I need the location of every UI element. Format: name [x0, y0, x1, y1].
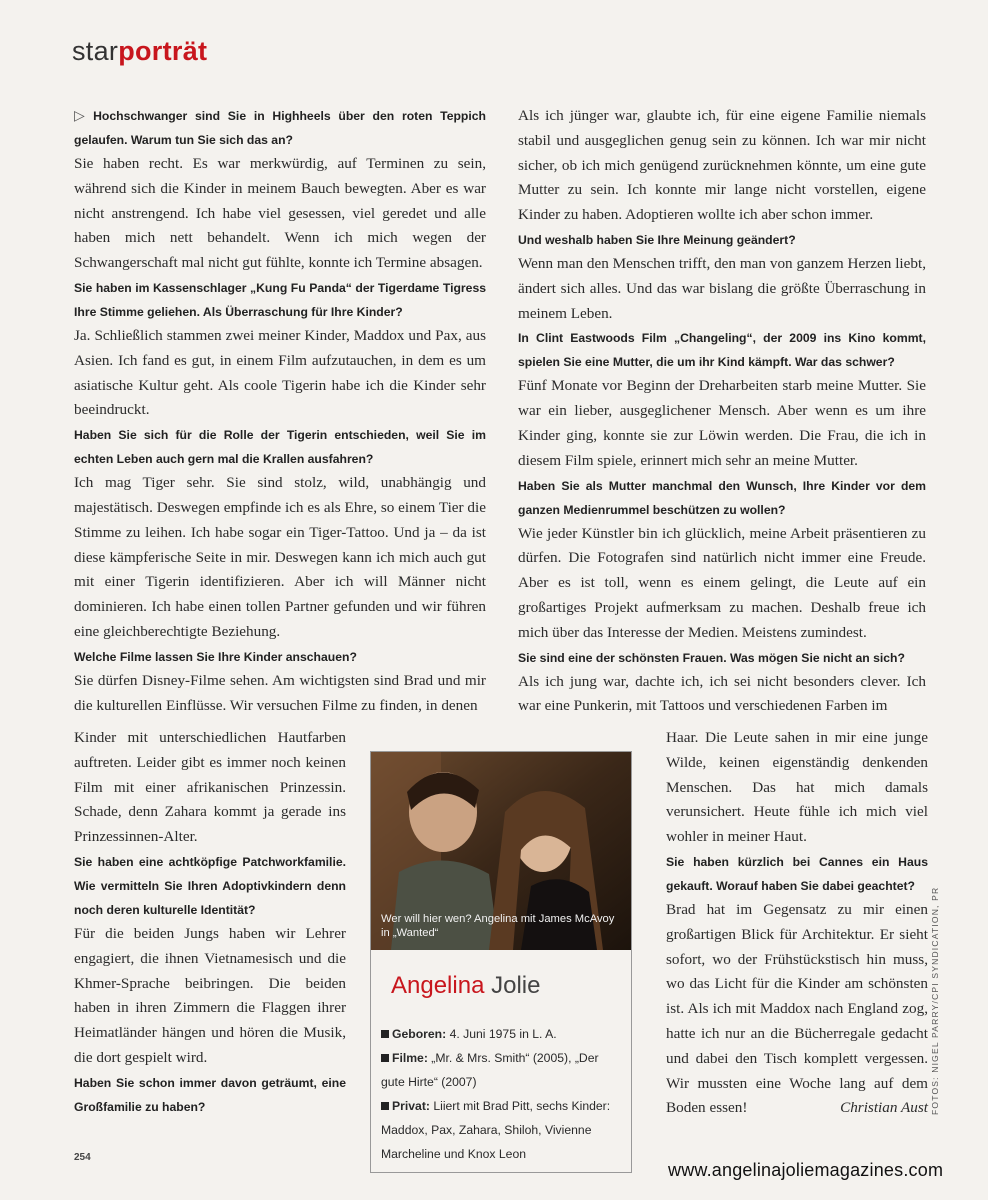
question-10: Sie sind eine der schönsten Frauen. Was mögen Sie nicht an sich?	[518, 650, 905, 665]
movie-still-photo	[371, 752, 631, 950]
question-1: ▷ Hochschwanger sind Sie in Highheels über den roten Teppich gelaufen. Warum tun Sie sich das an?	[74, 108, 486, 147]
answer-7: Wenn man den Menschen trifft, den man von ganzem Herzen liebt, ändert sich alles. Und das war bislang die größte Überraschung in meinem Leben.	[518, 254, 926, 322]
photo-credit: FOTOS: NIGEL PARRY/CPI SYNDICATION, PR	[930, 886, 940, 1115]
right-column	[518, 104, 926, 719]
question-3: Haben Sie sich für die Rolle der Tigerin entschieden, weil Sie im echten Leben auch gern mal die Krallen ausfahren?	[74, 428, 486, 467]
bullet-square-icon	[381, 1102, 389, 1110]
title-portraet: porträt	[118, 36, 208, 66]
question-2: Sie haben im Kassenschlager „Kung Fu Panda“ der Tigerdame Tigress Ihre Stimme geliehen. Als Überraschung für Ihre Kinder?	[74, 280, 486, 319]
bullet-square-icon	[381, 1054, 389, 1062]
answer-9: Wie jeder Künstler bin ich glücklich, meine Arbeit präsentieren zu dürfen. Die Fotografen sind natürlich nicht immer eine Freude. Aber es ist toll, wenn es einem gelingt, die Leute auf ein großartiges Projekt aufmerksam zu machen. Deshalb freue ich mich über das Interesse der Medien. Meistens zumindest.	[518, 524, 926, 641]
fact-private: Privat: Liiert mit Brad Pitt, sechs Kinder: Maddox, Pax, Zahara, Shiloh, Vivienne Marcheline und Knox Leon	[381, 1099, 611, 1161]
bullet-square-icon	[381, 1030, 389, 1038]
profile-name	[391, 972, 540, 1000]
question-8: In Clint Eastwoods Film „Changeling“, der 2009 ins Kino kommt, spielen Sie eine Mutter, die um ihr Kind kämpft. War das schwer?	[518, 331, 926, 370]
left-column	[74, 104, 486, 718]
question-7: Und weshalb haben Sie Ihre Meinung geändert?	[518, 232, 796, 247]
question-5: Sie haben eine achtköpfige Patchworkfamilie. Wie vermitteln Sie Ihren Adoptivkindern denn noch deren kulturelle Identität?	[74, 854, 346, 917]
answer-1: Sie haben recht. Es war merkwürdig, auf Terminen zu sein, während sich die Kinder in meinem Bauch bewegten. Aber es war nicht anstrengend. Ich habe viel gesessen, viel geredet und alle haben mich nett behandelt. Wenn ich mich wegen der Schwangerschaft mal nicht gut fühlte, konnte ich Termine absagen.	[74, 155, 486, 272]
profile-infobox	[370, 751, 632, 1173]
fact-films: Filme: „Mr. & Mrs. Smith“ (2005), „Der gute Hirte“ (2007)	[381, 1051, 599, 1089]
lower-left-column	[74, 726, 346, 1119]
question-11: Sie haben kürzlich bei Cannes ein Haus gekauft. Worauf haben Sie dabei geachtet?	[666, 854, 928, 893]
question-6: Haben Sie schon immer davon geträumt, eine Großfamilie zu haben?	[74, 1075, 346, 1114]
answer-10: Als ich jung war, dachte ich, ich sei nicht besonders clever. Ich war eine Punkerin, mit Tattoos und verschiedenen Farben im	[518, 672, 926, 715]
section-title	[72, 36, 207, 67]
answer-4-continued: Kinder mit unterschiedlichen Hautfarben auftreten. Leider gibt es immer noch keinen Film mit einer afrikanischen Prinzessin. Schade, denn Zahara kommt ja gerade ins Prinzessinnen-Alter.	[74, 729, 346, 846]
author-signature: Christian Aust	[840, 1099, 928, 1117]
answer-5: Für die beiden Jungs haben wir Lehrer engagiert, die ihnen Vietnamesisch und die Khmer-Sprache beibringen. Die beiden haben in ihren Zimmern die Flaggen ihrer Heimatländer hängen und hören die Musik, die dort gespielt wird.	[74, 924, 346, 1066]
answer-10-continued: Haar. Die Leute sahen in mir eine junge Wilde, keinen eigenständig denkenden Menschen. Das hat mich damals verunsichert. Heute fühle ich mich viel wohler in meiner Haut.	[666, 729, 928, 846]
answer-3: Ich mag Tiger sehr. Sie sind stolz, wild, unabhängig und majestätisch. Deswegen empfinde ich es als Ehre, so einem Tier die Stimme zu leihen. Ich habe sogar ein Tiger-Tattoo. Und ja – da ist diese kämpferische Seite in mir. Deswegen kann ich mich auch gut mit einer Tigerin identifizieren. Aber ich will Männer nicht dominieren. Ich habe einen tollen Partner gefunden und wir führen eine gleichberechtigte Beziehung.	[74, 474, 486, 640]
question-4: Welche Filme lassen Sie Ihre Kinder anschauen?	[74, 649, 357, 664]
profile-facts	[381, 1022, 621, 1166]
website-url: www.angelinajoliemagazines.com	[668, 1160, 944, 1180]
fact-born: Geboren: 4. Juni 1975 in L. A.	[381, 1022, 621, 1046]
answer-2: Ja. Schließlich stammen zwei meiner Kinder, Maddox und Pax, aus Asien. Ich fand es gut, in einem Film aufzutauchen, in dem es um asiatische Kultur geht. Als coole Tigerin habe ich die Kinder sehr beeindruckt.	[74, 326, 486, 419]
answer-6: Als ich jünger war, glaubte ich, für eine eigene Familie niemals stabil und ausgeglichen genug sein zu können. Ich war mir nicht sicher, ob ich mich genügend zurücknehmen könnte, um eine gute Mutter zu sein. Ich konnte mir lange nicht vorstellen, eigene Kinder zu haben. Adoptieren wollte ich aber schon immer.	[518, 107, 926, 224]
title-star: star	[72, 36, 119, 66]
triangle-icon: ▷	[74, 108, 90, 124]
lower-right-column	[666, 726, 928, 1121]
answer-4: Sie dürfen Disney-Filme sehen. Am wichtigsten sind Brad und mir die kulturellen Einflüsse. Wir versuchen Filme zu finden, in denen	[74, 671, 486, 714]
answer-11: Brad hat im Gegensatz zu mir einen großartigen Blick für Architektur. Er sieht sofort, wo der Frühstückstisch hin muss, wo das Licht für die Kinder am schönsten ist. Als ich mit Maddox nach England zog, hatte ich nur an die Bücherregale gedacht und dabei den Tisch komplett vergessen. Wir mussten eine Woche lang auf dem Boden essen! Christian Aust	[666, 898, 928, 1121]
answer-8: Fünf Monate vor Beginn der Dreharbeiten starb meine Mutter. Sie war ein lieber, ausgeglichener Mensch. Aber wenn es um ihre Kinder ging, konnte sie zur Löwin werden. Die Frau, die ich in diesem Film spiele, erinnert mich sehr an meine Mutter.	[518, 377, 926, 469]
question-9: Haben Sie als Mutter manchmal den Wunsch, Ihre Kinder vor dem ganzen Medienrummel beschützen zu wollen?	[518, 478, 926, 517]
page-number: 254	[74, 1152, 91, 1163]
profile-last-name: Jolie	[491, 972, 541, 999]
photo-caption: Wer will hier wen? Angelina mit James McAvoy in „Wanted“	[381, 913, 615, 939]
profile-first-name: Angelina	[391, 972, 485, 999]
